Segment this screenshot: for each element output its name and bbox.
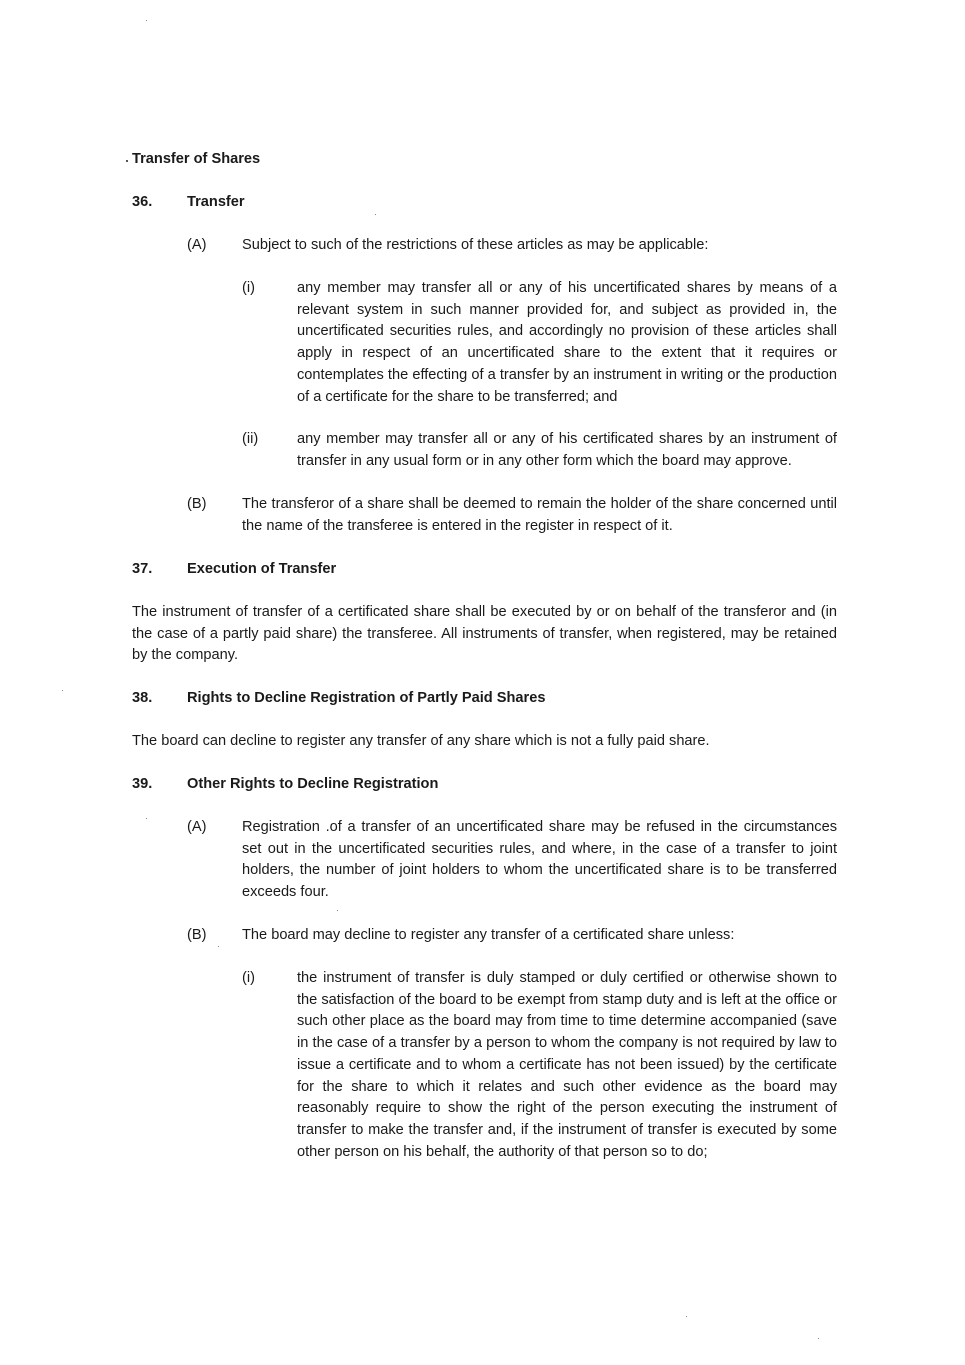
article-body: The board can decline to register any transfer of any share which is not a fully paid share.	[132, 733, 710, 749]
subclause-label: (i)	[242, 970, 255, 986]
clause-label: (A)	[187, 237, 207, 253]
scan-speck	[686, 1316, 687, 1317]
section-heading: Transfer of Shares	[132, 151, 261, 167]
subclause-label: (i)	[242, 280, 255, 296]
clause-text: The board may decline to register any transfer of a certificated share unless:	[242, 927, 735, 943]
article-body: The instrument of transfer of a certificated share shall be executed by or on behalf of the transferor and (in the case of a partly paid share) the transferee. All instruments of transfer, when registered, may be retained by the company.	[132, 604, 837, 664]
scan-speck	[146, 818, 147, 819]
article-number: 37.	[132, 561, 153, 577]
article-number: 39.	[132, 776, 153, 792]
scan-speck	[337, 910, 338, 911]
article-title: Transfer	[187, 194, 245, 210]
article-number: 36.	[132, 194, 153, 210]
article-title: Rights to Decline Registration of Partly Paid Shares	[187, 690, 546, 706]
clause-label: (B)	[187, 496, 207, 512]
article-title: Other Rights to Decline Registration	[187, 776, 439, 792]
article-title: Execution of Transfer	[187, 561, 337, 577]
scan-speck	[126, 160, 128, 162]
subclause-text: the instrument of transfer is duly stamped or duly certified or otherwise shown to the satisfaction of the board to be exempt from stamp duty and is left at the office or such other place as the board may from time to time determine accompanied (save in the case of a transfer by a person to whom the company is not required by law to issue a certificate and to whom a certificate has not been issued) by the certificate for the share to which it relates and such other evidence as the board may reasonably require to show the right of the person executing the instrument of transfer to make the transfer and, if the instrument of transfer is executed by some other person on his behalf, the authority of that person so to do;	[297, 970, 837, 1160]
subclause-text: any member may transfer all or any of his uncertificated shares by means of a relevant system in such manner provided for, and subject as provided in, the uncertificated securities rules, and accordingly no provision of these articles shall apply in respect of an uncertificated share to the extent that it requires or contemplates the effecting of a transfer by an instrument in writing or the production of a certificate for the share to be transferred; and	[297, 280, 837, 405]
clause-text: Subject to such of the restrictions of these articles as may be applicable:	[242, 237, 709, 253]
clause-text: The transferor of a share shall be deemed to remain the holder of the share concerned until the name of the transferee is entered in the register in respect of it.	[242, 496, 837, 534]
article-number: 38.	[132, 690, 153, 706]
scan-speck	[375, 214, 376, 215]
subclause-label: (ii)	[242, 431, 259, 447]
subclause-text: any member may transfer all or any of his certificated shares by an instrument of transfer in any usual form or in any other form which the board may approve.	[297, 431, 837, 469]
scan-speck	[62, 690, 63, 691]
scan-speck	[218, 946, 219, 947]
clause-label: (A)	[187, 819, 207, 835]
clause-label: (B)	[187, 927, 207, 943]
clause-text: Registration .of a transfer of an uncertificated share may be refused in the circumstances set out in the uncertificated securities rules, and where, in the case of a transfer to joint holders, the number of joint holders to whom the uncertificated share is to be transferred exceeds four.	[242, 819, 837, 901]
scan-speck	[146, 20, 147, 21]
scan-speck	[818, 1338, 819, 1339]
